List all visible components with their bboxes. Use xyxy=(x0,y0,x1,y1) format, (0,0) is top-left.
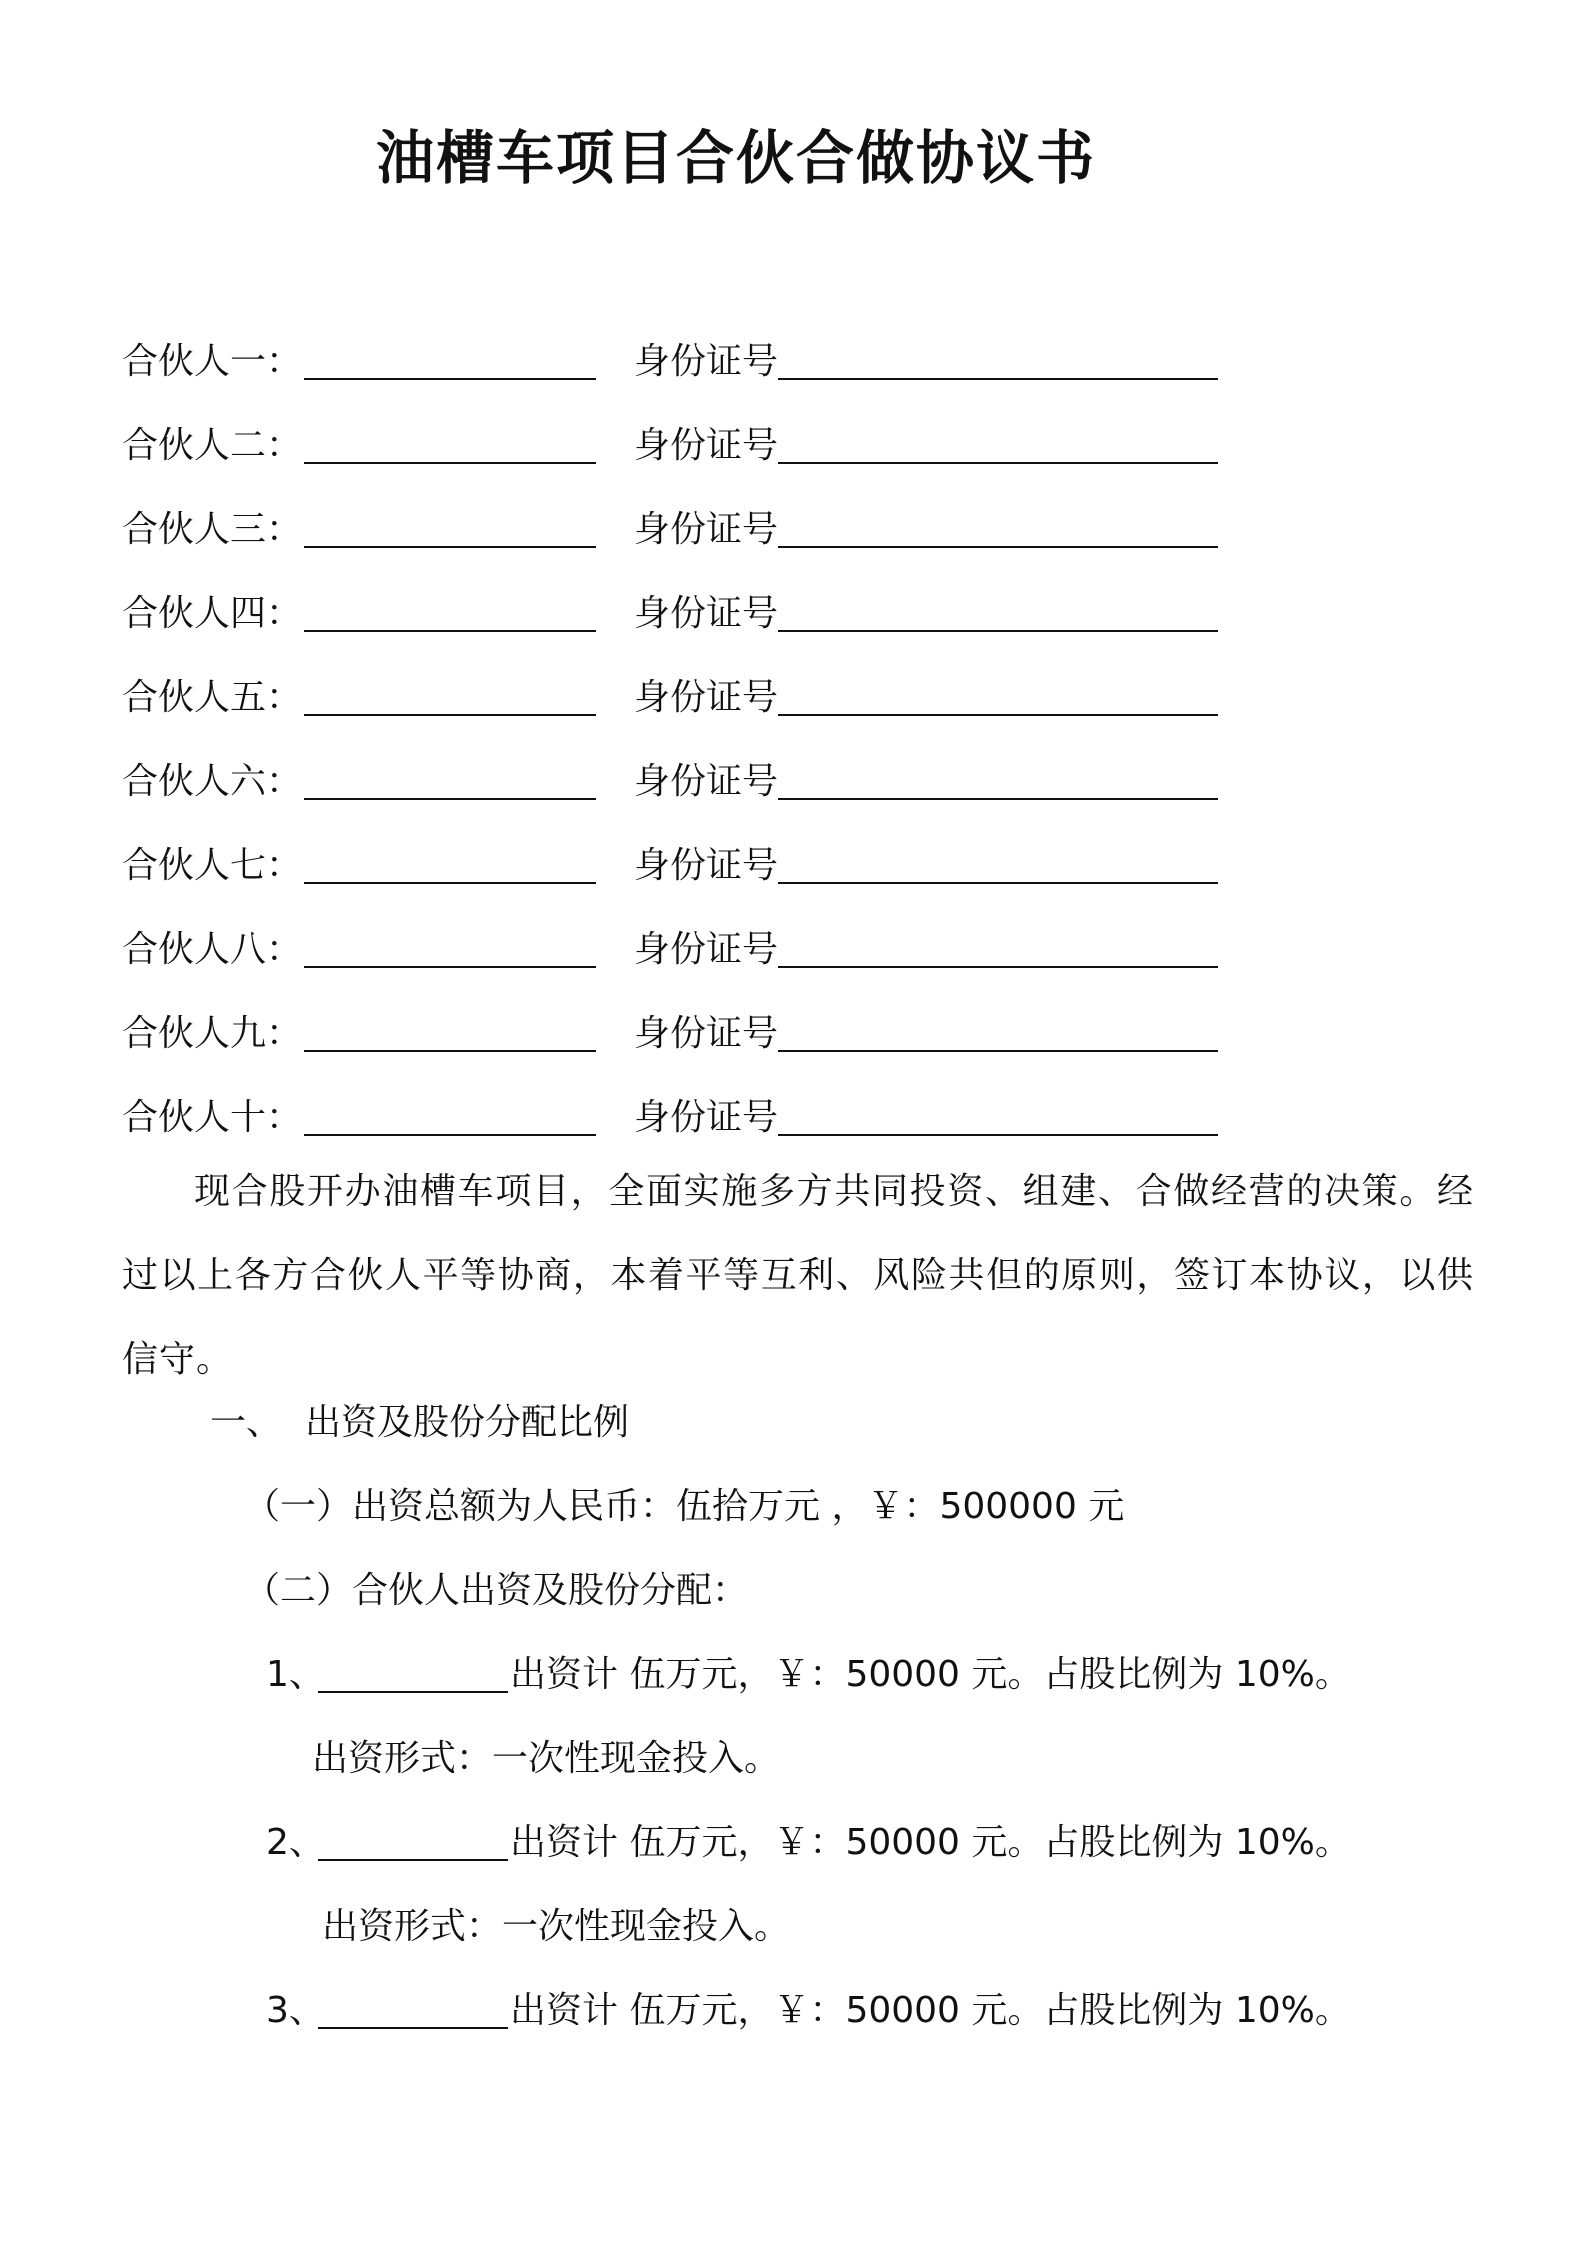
id-number-label: 身份证号 xyxy=(634,509,779,550)
item-number: 3、 xyxy=(266,1990,325,2031)
id-number-blank xyxy=(778,428,1218,464)
item-text: 出资计 伍万元，￥：50000 元。占股比例为 10%。 xyxy=(510,1654,1351,1695)
id-number-blank xyxy=(778,848,1218,884)
id-number-label: 身份证号 xyxy=(634,1013,779,1054)
id-number-label: 身份证号 xyxy=(634,929,779,970)
partner-label: 合伙人七： xyxy=(122,845,303,886)
contribution-form: 出资形式：一次性现金投入。 xyxy=(322,1906,791,1947)
section-number: 一、 xyxy=(210,1402,283,1443)
partner-row xyxy=(122,992,1422,1076)
subsection-total-capital: （一）出资总额为人民币：伍拾万元 ，￥：500000 元 xyxy=(244,1486,1125,1527)
partner-name-blank xyxy=(318,1993,508,2029)
partner-name-blank xyxy=(304,1016,596,1052)
id-number-label: 身份证号 xyxy=(634,341,779,382)
partner-name-blank xyxy=(304,512,596,548)
partner-name-blank xyxy=(304,596,596,632)
id-number-blank xyxy=(778,764,1218,800)
partner-label: 合伙人九： xyxy=(122,1013,303,1054)
section-title: 出资及股份分配比例 xyxy=(305,1402,630,1443)
section-heading xyxy=(210,1398,629,1448)
id-number-label: 身份证号 xyxy=(634,677,779,718)
partner-row xyxy=(122,908,1422,992)
id-number-blank xyxy=(778,596,1218,632)
partner-name-blank xyxy=(318,1657,508,1693)
partner-name-blank xyxy=(304,1100,596,1136)
allocation-item xyxy=(266,1650,1351,1700)
partner-label: 合伙人十： xyxy=(122,1097,303,1138)
partner-row xyxy=(122,824,1422,908)
allocation-item xyxy=(266,1818,1351,1868)
partner-label: 合伙人四： xyxy=(122,593,303,634)
id-number-blank xyxy=(778,344,1218,380)
id-number-label: 身份证号 xyxy=(634,425,779,466)
id-number-blank xyxy=(778,680,1218,716)
partner-name-blank xyxy=(304,932,596,968)
id-number-label: 身份证号 xyxy=(634,1097,779,1138)
partner-label: 合伙人六： xyxy=(122,761,303,802)
item-text: 出资计 伍万元，￥：50000 元。占股比例为 10%。 xyxy=(510,1990,1351,2031)
partner-name-blank xyxy=(318,1825,508,1861)
id-number-blank xyxy=(778,1100,1218,1136)
item-number: 1、 xyxy=(266,1654,325,1695)
id-number-label: 身份证号 xyxy=(634,593,779,634)
partner-row xyxy=(122,488,1422,572)
partner-row xyxy=(122,572,1422,656)
partner-list xyxy=(122,320,1422,1160)
id-number-blank xyxy=(778,1016,1218,1052)
id-number-blank xyxy=(778,512,1218,548)
partner-name-blank xyxy=(304,680,596,716)
partner-row xyxy=(122,320,1422,404)
item-number: 2、 xyxy=(266,1822,325,1863)
item-text: 出资计 伍万元，￥：50000 元。占股比例为 10%。 xyxy=(510,1822,1351,1863)
id-number-blank xyxy=(778,932,1218,968)
partner-label: 合伙人八： xyxy=(122,929,303,970)
intro-paragraph: 现合股开办油槽车项目，全面实施多方共同投资、组建、合做经营的决策。经过以上各方合伙人平等协商，本着平等互利、风险共但的原则，签订本协议，以供信守。 xyxy=(122,1171,1474,1380)
partner-row xyxy=(122,656,1422,740)
subsection-allocation: （二）合伙人出资及股份分配： xyxy=(244,1570,749,1611)
contribution-form: 出资形式：一次性现金投入。 xyxy=(312,1738,781,1779)
id-number-label: 身份证号 xyxy=(634,845,779,886)
partner-row xyxy=(122,404,1422,488)
partner-label: 合伙人一： xyxy=(122,341,303,382)
partner-name-blank xyxy=(304,428,596,464)
allocation-item xyxy=(266,1986,1351,2036)
partner-label: 合伙人二： xyxy=(122,425,303,466)
partner-name-blank xyxy=(304,848,596,884)
partner-row xyxy=(122,1076,1422,1160)
partner-row xyxy=(122,740,1422,824)
id-number-label: 身份证号 xyxy=(634,761,779,802)
partner-label: 合伙人五： xyxy=(122,677,303,718)
partner-name-blank xyxy=(304,764,596,800)
partner-label: 合伙人三： xyxy=(122,509,303,550)
partner-name-blank xyxy=(304,344,596,380)
document-title: 油槽车项目合伙合做协议书 xyxy=(375,124,1096,192)
